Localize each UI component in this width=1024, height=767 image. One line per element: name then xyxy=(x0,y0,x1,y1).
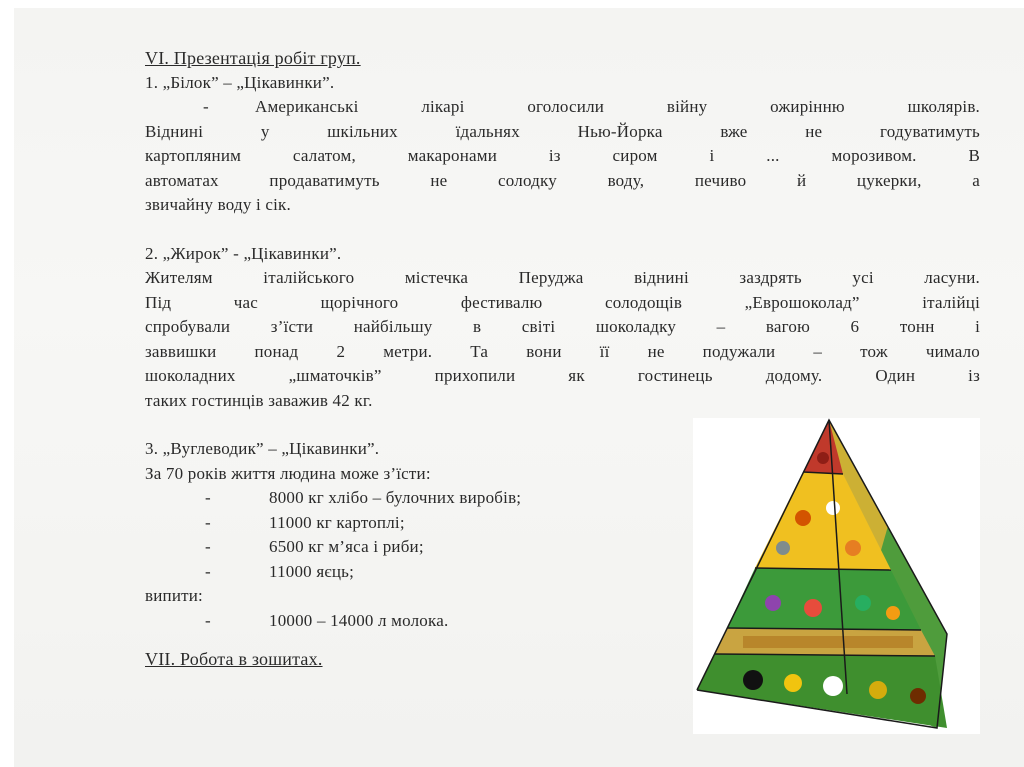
group-2-title: 2. „Жирок” - „Цікавинки”. xyxy=(145,243,342,263)
group-2-line-4: заввишки понад 2 метри. Та вони її не подужали – тож чимало xyxy=(145,341,980,361)
group-1-line-3: картопляним салатом, макаронами із сиром і ... морозивом. В xyxy=(145,146,980,165)
pyramid-tier-middle xyxy=(727,568,921,630)
list-item-text: 10000 – 14000 л молока. xyxy=(269,610,449,630)
group-1-dash: - xyxy=(203,97,209,116)
section-6-heading: VI. Презентація робіт груп. xyxy=(145,48,361,68)
group-3-title: 3. „Вуглеводик” – „Цікавинки”. xyxy=(145,439,380,458)
group-1-line-1 xyxy=(145,95,980,120)
left-margin xyxy=(0,0,14,767)
group-1-line-5: звичайну воду і сік. xyxy=(145,195,291,214)
section-7-heading: VII. Робота в зошитах. xyxy=(145,649,323,669)
list-item-text: 8000 кг хлібо – булочних виробів; xyxy=(269,488,522,507)
list-dash: - xyxy=(205,610,211,630)
drink-label: випити: xyxy=(145,586,203,605)
group-1-line-1-text: Американські лікарі оголосили війну ожирінню школярів. xyxy=(255,97,980,116)
group-3-intro: За 70 років життя людина може з’їсти: xyxy=(145,463,431,483)
list-item-text: 11000 кг картоплі; xyxy=(269,512,405,532)
group-2-line-1: Жителям італійського містечка Перуджа віднині заздрять усі ласуни. xyxy=(145,268,980,287)
food-pyramid-image xyxy=(693,418,980,734)
group-1-line-4: автоматах продаватимуть не солодку воду, печиво й цукерки, а xyxy=(145,170,980,190)
group-1-line-2: Віднині у шкільних їдальнях Нью-Йорка вже не годуватимуть xyxy=(145,121,980,141)
food-pyramid-icon xyxy=(693,418,980,734)
list-dash: - xyxy=(205,488,211,507)
group-1-title: 1. „Білок” – „Цікавинки”. xyxy=(145,72,335,92)
list-item-text: 6500 кг м’яса і риби; xyxy=(269,537,424,556)
list-dash: - xyxy=(205,561,211,581)
group-2-line-6: таких гостинців заважив 42 кг. xyxy=(145,390,373,410)
list-dash: - xyxy=(205,512,211,532)
pyramid-tier-base xyxy=(697,654,947,728)
list-dash: - xyxy=(205,537,211,556)
group-2-line-5: шоколадних „шматочків” прихопили як гостинець додому. Один із xyxy=(145,366,980,385)
top-margin xyxy=(0,0,1024,8)
group-2-line-3: спробували з’їсти найбільшу в світі шоколадку – вагою 6 тонн і xyxy=(145,317,980,336)
group-2-line-2: Під час щорічного фестивалю солодощів „Еврошоколад” італійці xyxy=(145,292,980,312)
list-item-text: 11000 яєць; xyxy=(269,561,355,581)
